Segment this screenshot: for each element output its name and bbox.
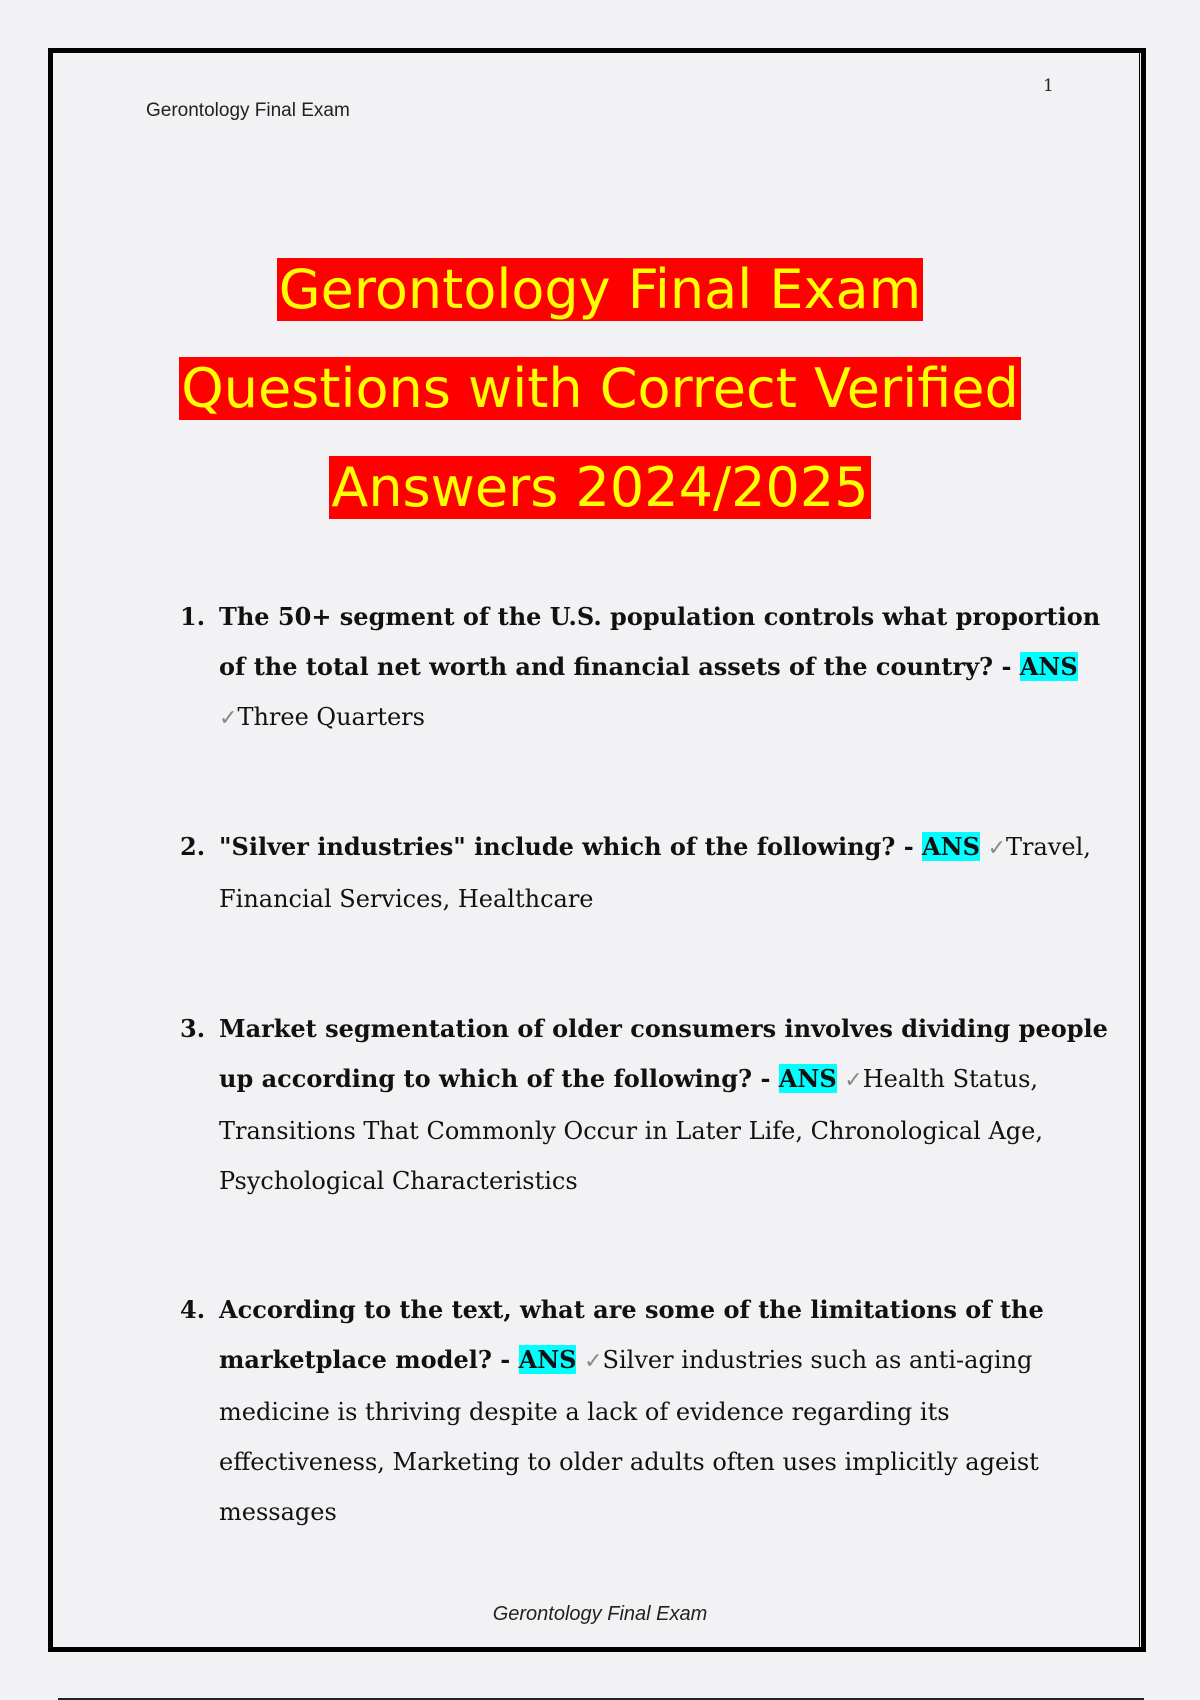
page-border-inner-line xyxy=(1139,53,1140,1647)
title-line-1: Gerontology Final Exam xyxy=(278,258,922,321)
question-separator: - xyxy=(491,1345,519,1374)
answer-text: Health Status, Transitions That Commonly Occur in Later Life, Chronological Age, Psychological Characteristics xyxy=(219,1065,1043,1195)
ans-label: ANS xyxy=(1019,652,1078,681)
question-number: 2. xyxy=(180,832,206,861)
title-line-2: Questions with Correct Verified xyxy=(181,357,1019,420)
ans-label: ANS xyxy=(778,1064,837,1093)
question-item xyxy=(174,1285,1109,1537)
answer-text: Silver industries such as anti-aging medicine is thriving despite a lack of evidence regarding its effectiveness, Marketing to older adults often uses implicitly ageist messages xyxy=(219,1346,1039,1526)
page-number: 1 xyxy=(1043,76,1054,96)
checkmark-icon: ✓ xyxy=(987,836,1007,861)
page-header-title: Gerontology Final Exam xyxy=(146,100,350,121)
question-number: 1. xyxy=(180,602,206,631)
title-line-3: Answers 2024/2025 xyxy=(331,456,869,519)
question-text: According to the text, what are some of the limitations of the marketplace model? xyxy=(219,1295,1044,1374)
question-separator: - xyxy=(895,832,923,861)
question-separator: - xyxy=(752,1064,779,1093)
ans-label: ANS xyxy=(518,1345,577,1374)
ans-label: ANS xyxy=(922,832,980,861)
page-footer-title: Gerontology Final Exam xyxy=(492,1603,708,1625)
checkmark-icon: ✓ xyxy=(219,706,238,731)
question-item xyxy=(174,1004,1109,1206)
checkmark-icon: ✓ xyxy=(584,1349,603,1374)
question-text: The 50+ segment of the U.S. population controls what proportion of the total net worth and financial assets of the country? xyxy=(219,602,1101,681)
checkmark-icon: ✓ xyxy=(844,1068,863,1093)
question-text: Market segmentation of older consumers involves dividing people up according to which of the following? xyxy=(219,1014,1108,1093)
question-separator: - xyxy=(993,652,1020,681)
answer-text: Travel, Financial Services, Healthcare xyxy=(219,833,1091,913)
question-number: 4. xyxy=(180,1295,206,1324)
question-text: "Silver industries" include which of the following? xyxy=(219,832,896,861)
question-item xyxy=(174,822,1109,924)
answer-text: Three Quarters xyxy=(237,703,425,731)
question-number: 3. xyxy=(180,1014,206,1043)
question-item xyxy=(174,592,1109,744)
document-title xyxy=(100,240,1100,537)
